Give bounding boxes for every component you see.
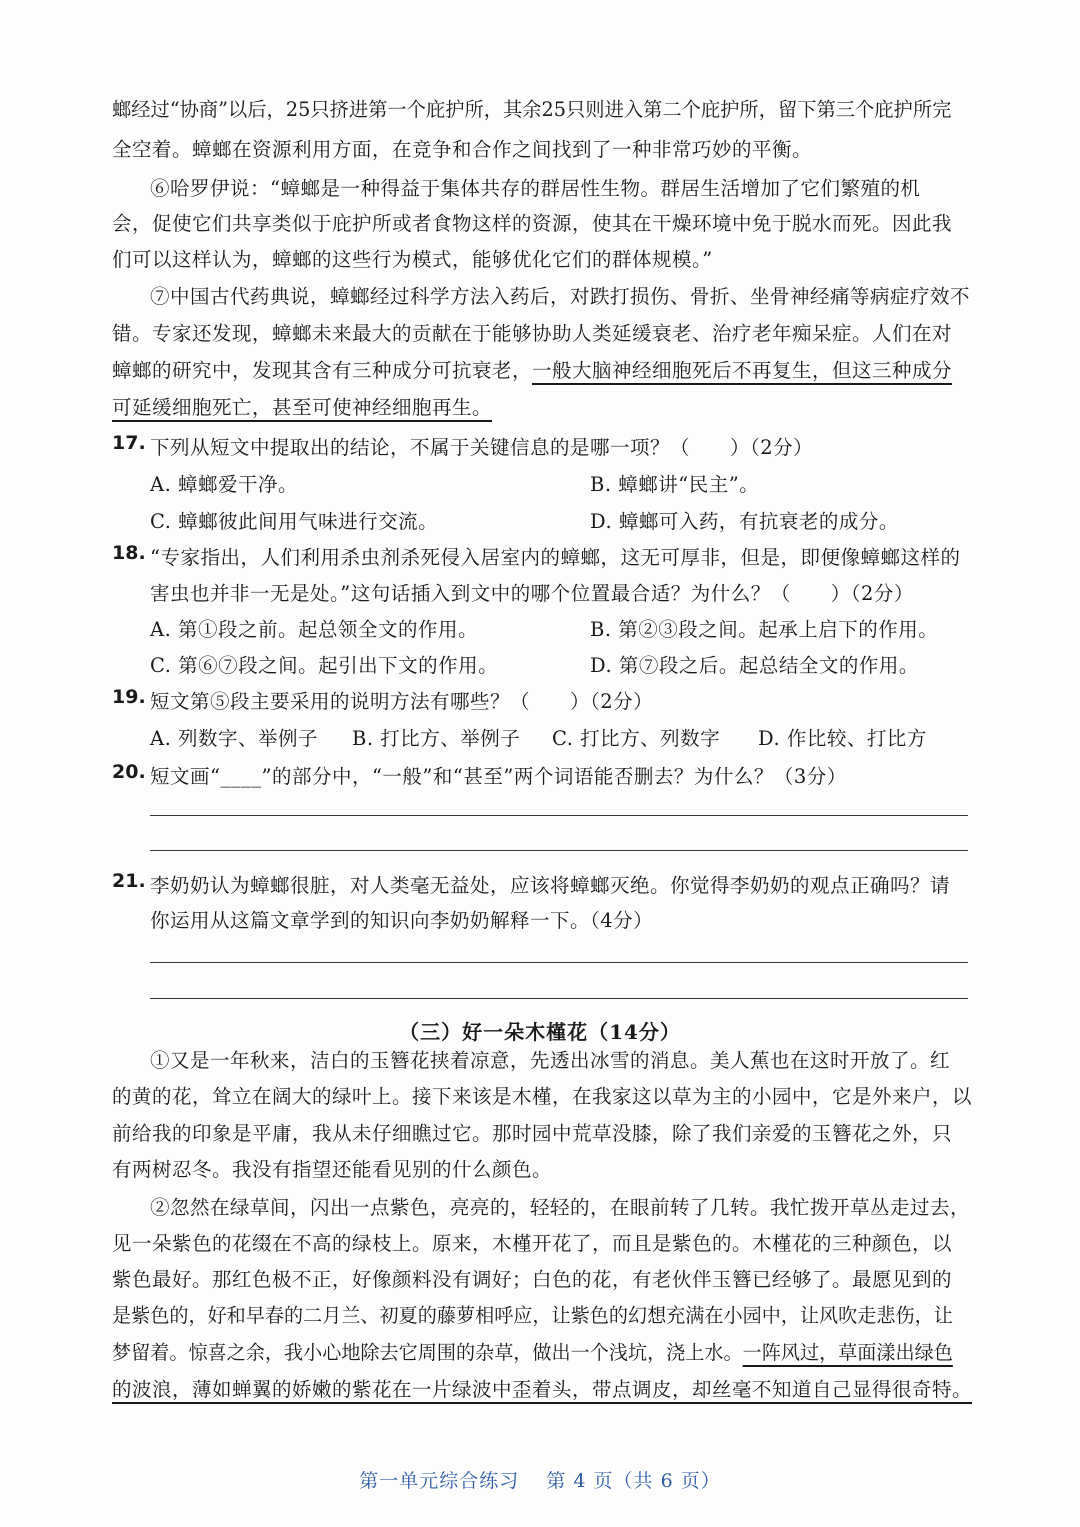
option-a[interactable]: A. 第①段之前。起总领全文的作用。: [150, 618, 478, 641]
footer-page-number: 第 4 页（共 6 页）: [546, 1470, 721, 1492]
option-d[interactable]: D. 第⑦段之后。起总结全文的作用。: [590, 654, 919, 677]
option-c[interactable]: C. 打比方、列数字: [552, 727, 721, 750]
passage-line: 会，促使它们共享类似于庇护所或者食物这样的资源，使其在干燥环境中免于脱水而死。因此我: [112, 212, 953, 235]
question-number: 19.: [112, 686, 146, 708]
passage-line: 见一朵紫色的花缀在不高的绿枝上。原来，木槿开花了，而且是紫色的。木槿花的三种颜色，以: [112, 1232, 953, 1255]
option-a[interactable]: A. 蟑螂爱干净。: [150, 473, 298, 496]
option-b[interactable]: B. 蟑螂讲“民主”。: [590, 473, 760, 496]
passage-line: ⑥哈罗伊说：“蟑螂是一种得益于集体共存的群居性生物。群居生活增加了它们繁殖的机: [150, 177, 921, 200]
passage-line: 全空着。蟑螂在资源利用方面，在竞争和合作之间找到了一种非常巧妙的平衡。: [112, 138, 813, 161]
passage-line: ⑦中国古代药典说，蟑螂经过科学方法入药后，对跌打损伤、骨折、坐骨神经痛等病症疗效不: [150, 285, 971, 308]
answer-line[interactable]: [150, 998, 968, 999]
passage-line: 螂经过“协商”以后，25只挤进第一个庇护所，其余25只则进入第二个庇护所，留下第三个庇护所完: [112, 98, 952, 121]
passage-line: 前给我的印象是平庸，我从未仔细瞧过它。那时园中荒草没膝，除了我们亲爱的玉簪花之外，只: [112, 1122, 953, 1145]
question-18-text: “专家指出，人们利用杀虫剂杀死侵入居室内的蟑螂，这无可厚非，但是，即便像蟑螂这样的: [150, 546, 961, 569]
footer-unit: 第一单元综合练习: [359, 1470, 520, 1492]
option-c[interactable]: C. 第⑥⑦段之间。起引出下文的作用。: [150, 654, 499, 677]
underlined-sentence: 的波浪，薄如蝉翼的娇嫩的紫花在一片绿波中歪着头，带点调皮，却丝毫不知道自己显得很奇特。: [112, 1378, 973, 1401]
passage-line-plain: 梦留着。惊喜之余，我小心地除去它周围的杂草，做出一个浅坑，浇上水。: [112, 1341, 743, 1364]
option-d[interactable]: D. 蟑螂可入药，有抗衰老的成分。: [590, 510, 899, 533]
underlined-sentence: 一阵风过，草面漾出绿色: [742, 1341, 953, 1364]
passage-line-plain: 蟑螂的研究中，发现其含有三种成分可抗衰老，: [112, 359, 533, 382]
option-a[interactable]: A. 列数字、举例子: [150, 727, 318, 750]
page-footer: [0, 1466, 1080, 1493]
question-number: 20.: [112, 761, 146, 783]
passage-line: [112, 1378, 973, 1401]
question-18-text-cont: 害虫也并非一无是处。”这句话插入到文中的哪个位置最合适？为什么？（ ）（2分）: [150, 582, 914, 605]
question-21-text-cont: 你运用从这篇文章学到的知识向李奶奶解释一下。（4分）: [150, 909, 654, 932]
answer-line[interactable]: [150, 962, 968, 963]
passage-line: 的黄的花，耸立在阔大的绿叶上。接下来该是木槿，在我家这以草为主的小园中，它是外来户，以: [112, 1085, 973, 1108]
underlined-sentence: 可延缓细胞死亡，甚至可使神经细胞再生。: [112, 396, 493, 419]
question-number: 18.: [112, 542, 146, 564]
question-number: 21.: [112, 870, 146, 892]
passage-line: [112, 1343, 970, 1362]
passage-line: 们可以这样认为，蟑螂的这些行为模式，能够优化它们的群体规模。”: [112, 248, 713, 271]
question-20-text: 短文画“____”的部分中，“一般”和“甚至”两个词语能否删去？为什么？（3分）: [150, 765, 847, 788]
option-b[interactable]: B. 打比方、举例子: [352, 727, 521, 750]
passage-line: ②忽然在绿草间，闪出一点紫色，亮亮的，轻轻的，在眼前转了几转。我忙拨开草丛走过去，: [150, 1196, 971, 1219]
passage-line: [112, 361, 970, 381]
option-c[interactable]: C. 蟑螂彼此间用气味进行交流。: [150, 510, 439, 533]
underlined-sentence: 一般大脑神经细胞死后不再复生，但这三种成分: [532, 359, 953, 382]
passage-line: 错。专家还发现，蟑螂未来最大的贡献在于能够协助人类延缓衰老、治疗老年痴呆症。人们在对: [112, 322, 953, 345]
passage-line: [112, 398, 970, 418]
question-21-text: 李奶奶认为蟑螂很脏，对人类毫无益处，应该将蟑螂灭绝。你觉得李奶奶的观点正确吗？请: [150, 874, 951, 897]
section-title: （三）好一朵木槿花（14分）: [399, 1020, 681, 1044]
passage-line: 紫色最好。那红色极不正，好像颜料没有调好；白色的花，有老伙伴玉簪已经够了。最愿见到的: [112, 1268, 953, 1291]
question-19-text: 短文第⑤段主要采用的说明方法有哪些？（ ）（2分）: [150, 690, 654, 713]
option-b[interactable]: B. 第②③段之间。起承上启下的作用。: [590, 618, 939, 641]
option-d[interactable]: D. 作比较、打比方: [758, 727, 927, 750]
answer-line[interactable]: [150, 850, 968, 851]
passage-line: 有两树忍冬。我没有指望还能看见别的什么颜色。: [112, 1158, 553, 1181]
answer-line[interactable]: [150, 815, 968, 816]
passage-line: ①又是一年秋来，洁白的玉簪花挟着凉意，先透出冰雪的消息。美人蕉也在这时开放了。红: [150, 1049, 951, 1072]
passage-line: 是紫色的，好和早春的二月兰、初夏的藤萝相呼应，让紫色的幻想充满在小园中，让风吹走悲伤，让: [112, 1304, 953, 1327]
question-number: 17.: [112, 432, 146, 454]
question-17-text: 下列从短文中提取出的结论，不属于关键信息的是哪一项？（ ）（2分）: [150, 436, 814, 459]
